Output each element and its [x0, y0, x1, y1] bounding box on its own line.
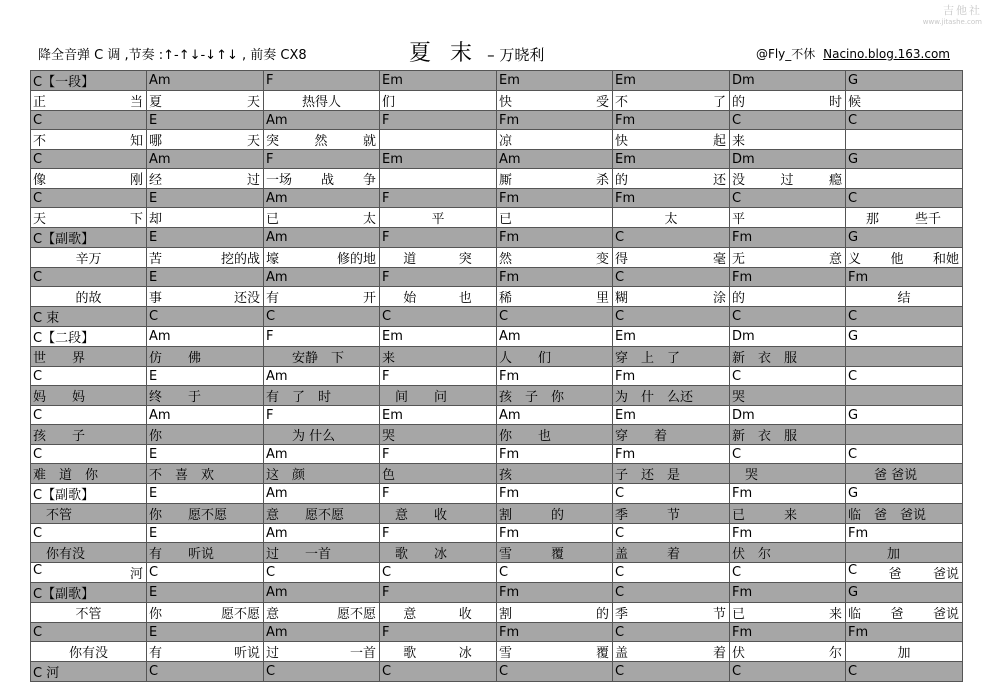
- lyric-cell: C: [846, 445, 963, 464]
- chord-cell: C【副歌】: [31, 228, 147, 248]
- chord-cell: G: [846, 150, 963, 169]
- chord-cell: Fm: [497, 583, 613, 603]
- chord-cell: 穿 着: [613, 425, 730, 445]
- lyric-cell: C: [613, 484, 730, 504]
- author-credit: @Fly_不休: [755, 47, 816, 61]
- chord-row: [31, 307, 963, 327]
- chord-cell: C: [31, 189, 147, 208]
- chord-row: [31, 543, 963, 563]
- lyric-cell: 没 过 瘾: [730, 169, 846, 189]
- chord-cell: [846, 347, 963, 367]
- chord-cell: C: [31, 623, 147, 642]
- lyric-cell: E: [147, 445, 264, 464]
- chord-cell: Fm: [730, 623, 846, 642]
- lyric-cell: 壕 修的地: [264, 248, 380, 268]
- lyric-cell: Dm: [730, 406, 846, 425]
- chord-cell: C: [380, 307, 497, 327]
- credits: [756, 45, 950, 62]
- lyric-cell: C: [264, 563, 380, 583]
- lyric-cell: E: [147, 524, 264, 543]
- lyric-cell: [380, 130, 497, 150]
- lyric-cell: 割 的: [497, 603, 613, 623]
- lyric-cell: C: [31, 445, 147, 464]
- chord-cell: Fm: [613, 111, 730, 130]
- chord-cell: Am: [264, 583, 380, 603]
- lyric-cell: G: [846, 484, 963, 504]
- lyric-cell: Fm: [497, 367, 613, 386]
- lyric-cell: 伏 尔: [730, 642, 846, 662]
- chord-cell: Fm: [730, 228, 846, 248]
- chord-cell: Dm: [730, 71, 846, 91]
- lyric-cell: 苦 挖的战: [147, 248, 264, 268]
- chord-cell: 季 节: [613, 504, 730, 524]
- chord-cell: 人 们: [497, 347, 613, 367]
- lyric-row: [31, 367, 963, 386]
- lyric-cell: Am: [264, 445, 380, 464]
- chord-cell: C: [147, 307, 264, 327]
- chord-cell: Dm: [730, 150, 846, 169]
- chord-row: [31, 425, 963, 445]
- chord-cell: C: [380, 662, 497, 682]
- chord-cell: C: [147, 662, 264, 682]
- lyric-cell: F: [264, 406, 380, 425]
- chord-cell: G: [846, 228, 963, 248]
- chord-row: [31, 268, 963, 287]
- chord-cell: 雪 覆: [497, 543, 613, 563]
- lyric-cell: 快 受: [497, 91, 613, 111]
- lyric-cell: Am: [147, 406, 264, 425]
- lyric-row: [31, 563, 963, 583]
- chord-cell: 来: [380, 347, 497, 367]
- lyric-cell: C: [380, 563, 497, 583]
- chord-cell: 不 喜 欢: [147, 464, 264, 484]
- lyric-cell: C: [730, 445, 846, 464]
- chord-cell: C: [730, 189, 846, 208]
- lyric-cell: 季 节: [613, 603, 730, 623]
- chord-cell: G: [846, 71, 963, 91]
- chord-cell: 哭: [380, 425, 497, 445]
- chord-cell: F: [380, 228, 497, 248]
- chord-cell: F: [264, 150, 380, 169]
- chord-row: [31, 111, 963, 130]
- chord-cell: 这 颜: [264, 464, 380, 484]
- chord-cell: Em: [380, 150, 497, 169]
- sheet-header: [0, 36, 990, 66]
- lyric-cell: 辛万: [31, 248, 147, 268]
- chord-cell: 伏 尔: [730, 543, 846, 563]
- chord-cell: Fm: [497, 189, 613, 208]
- lyric-cell: 道 突: [380, 248, 497, 268]
- lyric-cell: 糊 涂: [613, 287, 730, 307]
- lyric-cell: C: [147, 563, 264, 583]
- lyric-cell: 无 意: [730, 248, 846, 268]
- chord-cell: 意 收: [380, 504, 497, 524]
- chord-cell: F: [264, 71, 380, 91]
- lyric-cell: 夏 天: [147, 91, 264, 111]
- lyric-cell: E: [147, 484, 264, 504]
- chord-cell: 终 于: [147, 386, 264, 406]
- chord-cell: 孩: [497, 464, 613, 484]
- lyric-cell: 热得人: [264, 91, 380, 111]
- chord-cell: C: [31, 111, 147, 130]
- chord-cell: 爸 爸说: [846, 464, 963, 484]
- chord-cell: F: [380, 111, 497, 130]
- chord-cell: 临 爸 爸说: [846, 504, 963, 524]
- chord-cell: 割 的: [497, 504, 613, 524]
- chord-row: [31, 71, 963, 91]
- chord-cell: Fm: [497, 268, 613, 287]
- lyric-cell: G: [846, 327, 963, 347]
- chord-cell: 你 愿不愿: [147, 504, 264, 524]
- chord-cell: 你 也: [497, 425, 613, 445]
- lyric-cell: 加: [846, 642, 963, 662]
- lyric-cell: Am: [147, 327, 264, 347]
- lyric-cell: 歌 冰: [380, 642, 497, 662]
- lyric-row: [31, 130, 963, 150]
- lyric-cell: Am: [264, 484, 380, 504]
- chord-cell: Am: [497, 150, 613, 169]
- lyric-row: [31, 603, 963, 623]
- chord-cell: C: [497, 662, 613, 682]
- chord-row: [31, 583, 963, 603]
- lyric-cell: Am: [264, 367, 380, 386]
- lyric-cell: 候: [846, 91, 963, 111]
- chord-cell: F: [380, 268, 497, 287]
- lyric-cell: F: [380, 524, 497, 543]
- lyric-cell: 来: [730, 130, 846, 150]
- chord-cell: 为 什 么还: [613, 386, 730, 406]
- lyric-cell: 快 起: [613, 130, 730, 150]
- lyric-cell: C: [497, 563, 613, 583]
- lyric-row: [31, 208, 963, 228]
- lyric-cell: 们: [380, 91, 497, 111]
- chord-cell: 仿 佛: [147, 347, 264, 367]
- chord-cell: Am: [147, 71, 264, 91]
- lyric-cell: Dm: [730, 327, 846, 347]
- chord-cell: Em: [497, 71, 613, 91]
- chord-cell: C: [613, 307, 730, 327]
- chord-cell: 难 道 你: [31, 464, 147, 484]
- lyric-cell: [380, 169, 497, 189]
- lyric-cell: [846, 169, 963, 189]
- chord-cell: F: [380, 583, 497, 603]
- chord-cell: 间 问: [380, 386, 497, 406]
- chord-cell: 安静 下: [264, 347, 380, 367]
- lyric-cell: 突 然 就: [264, 130, 380, 150]
- lyric-cell: Em: [613, 406, 730, 425]
- lyric-cell: 天 下: [31, 208, 147, 228]
- lyric-cell: 盖 着: [613, 642, 730, 662]
- chord-row: [31, 189, 963, 208]
- lyric-cell: Am: [497, 327, 613, 347]
- chord-cell: 世 界: [31, 347, 147, 367]
- lyric-cell: 已 太: [264, 208, 380, 228]
- lyric-cell: 有 开: [264, 287, 380, 307]
- lyric-cell: F: [380, 484, 497, 504]
- lyric-cell: 平: [380, 208, 497, 228]
- chord-cell: Fm: [730, 583, 846, 603]
- lyric-row: [31, 642, 963, 662]
- chord-cell: E: [147, 189, 264, 208]
- chord-cell: Fm: [730, 268, 846, 287]
- chord-cell: Fm: [497, 623, 613, 642]
- lyric-cell: Fm: [846, 524, 963, 543]
- chord-cell: 有 听说: [147, 543, 264, 563]
- lyric-cell: 的故: [31, 287, 147, 307]
- chord-cell: C: [31, 150, 147, 169]
- lyric-cell: 你有没: [31, 642, 147, 662]
- lyric-cell: 过 一首: [264, 642, 380, 662]
- lyric-cell: [846, 130, 963, 150]
- lyric-cell: 你 愿不愿: [147, 603, 264, 623]
- watermark-site: 吉他社: [943, 4, 982, 17]
- chord-cell: E: [147, 268, 264, 287]
- chord-cell: C: [264, 662, 380, 682]
- lyric-cell: 却: [147, 208, 264, 228]
- chord-cell: E: [147, 228, 264, 248]
- chord-cell: 不管: [31, 504, 147, 524]
- chord-cell: 新 衣 服: [730, 425, 846, 445]
- lyric-cell: C: [613, 563, 730, 583]
- chord-cell: 穿 上 了: [613, 347, 730, 367]
- chord-cell: Fm: [497, 111, 613, 130]
- chord-cell: C: [613, 662, 730, 682]
- lyric-cell: 有 听说: [147, 642, 264, 662]
- chord-cell: Am: [264, 623, 380, 642]
- chord-cell: 盖 着: [613, 543, 730, 563]
- lyric-cell: C 爸 爸说: [846, 563, 963, 583]
- lyric-cell: F: [380, 445, 497, 464]
- lyric-cell: 不 知: [31, 130, 147, 150]
- chord-cell: C: [846, 111, 963, 130]
- chord-cell: E: [147, 111, 264, 130]
- lyric-cell: 意 愿不愿: [264, 603, 380, 623]
- artist-name: – 万晓利: [487, 46, 545, 64]
- title-block: [409, 36, 544, 67]
- lyric-cell: C: [846, 367, 963, 386]
- chord-cell: C: [846, 662, 963, 682]
- key-rhythm-info: 降全音弹 C 调 ,节奏 :↑-↑↓-↓↑↓ , 前奏 CX8: [38, 48, 307, 63]
- chord-cell: C: [613, 268, 730, 287]
- lyric-row: [31, 91, 963, 111]
- chord-cell: Fm: [846, 623, 963, 642]
- chord-cell: 你有没: [31, 543, 147, 563]
- lyric-cell: G: [846, 406, 963, 425]
- lyric-cell: Am: [264, 524, 380, 543]
- chord-cell: C 束: [31, 307, 147, 327]
- chord-cell: Am: [264, 228, 380, 248]
- chord-row: [31, 347, 963, 367]
- lyric-cell: Fm: [497, 524, 613, 543]
- lyric-cell: 的: [730, 287, 846, 307]
- lyric-cell: 结: [846, 287, 963, 307]
- chord-row: [31, 228, 963, 248]
- chord-cell: 妈 妈: [31, 386, 147, 406]
- chord-cell: C【副歌】: [31, 583, 147, 603]
- lyric-cell: C【副歌】: [31, 484, 147, 504]
- lyric-cell: 那 些千: [846, 208, 963, 228]
- chord-cell: Fm: [846, 268, 963, 287]
- lyric-row: [31, 406, 963, 425]
- chord-cell: C: [730, 111, 846, 130]
- chord-cell: 哭: [730, 386, 846, 406]
- song-title: 夏 末: [409, 41, 478, 66]
- chord-row: [31, 623, 963, 642]
- lyric-row: [31, 287, 963, 307]
- lyric-cell: 稀 里: [497, 287, 613, 307]
- lyric-row: [31, 248, 963, 268]
- chord-cell: Am: [264, 111, 380, 130]
- lyric-cell: 始 也: [380, 287, 497, 307]
- lyric-cell: Fm: [613, 367, 730, 386]
- lyric-row: [31, 327, 963, 347]
- chord-cell: 有 了 时: [264, 386, 380, 406]
- lyric-cell: C: [31, 406, 147, 425]
- lyric-cell: 一场 战 争: [264, 169, 380, 189]
- chord-cell: 孩 子: [31, 425, 147, 445]
- chord-row: [31, 504, 963, 524]
- lyric-cell: 然 变: [497, 248, 613, 268]
- lyric-cell: Em: [380, 406, 497, 425]
- lyric-cell: Fm: [730, 524, 846, 543]
- chord-cell: Fm: [613, 189, 730, 208]
- chord-cell: [846, 425, 963, 445]
- sheet-body: [31, 71, 963, 682]
- chord-cell: C: [31, 268, 147, 287]
- chord-row: [31, 150, 963, 169]
- chord-cell: G: [846, 583, 963, 603]
- chord-cell: C: [846, 189, 963, 208]
- lyric-row: [31, 445, 963, 464]
- chord-cell: 已 来: [730, 504, 846, 524]
- chord-cell: E: [147, 583, 264, 603]
- chord-cell: 新 衣 服: [730, 347, 846, 367]
- lyric-cell: Fm: [613, 445, 730, 464]
- chord-cell: C: [264, 307, 380, 327]
- chord-cell: C: [846, 307, 963, 327]
- lyric-cell: C: [730, 367, 846, 386]
- watermark: [923, 2, 982, 26]
- chord-cell: 歌 冰: [380, 543, 497, 563]
- chord-cell: F: [380, 189, 497, 208]
- lyric-cell: C: [613, 524, 730, 543]
- lyric-cell: Fm: [497, 445, 613, 464]
- lyric-cell: 义 他 和她: [846, 248, 963, 268]
- chord-cell: Em: [613, 71, 730, 91]
- lyric-cell: C 河: [31, 563, 147, 583]
- lyric-cell: C【二段】: [31, 327, 147, 347]
- chord-cell: C: [613, 228, 730, 248]
- lyric-cell: 不管: [31, 603, 147, 623]
- chord-cell: E: [147, 623, 264, 642]
- lyric-cell: Am: [497, 406, 613, 425]
- chord-cell: 孩 子 你: [497, 386, 613, 406]
- lyric-cell: 已: [497, 208, 613, 228]
- lyric-cell: 雪 覆: [497, 642, 613, 662]
- chord-row: [31, 464, 963, 484]
- lyric-cell: 得 毫: [613, 248, 730, 268]
- chord-cell: Em: [380, 71, 497, 91]
- chord-cell: C: [730, 307, 846, 327]
- chord-sheet-table: [30, 70, 963, 682]
- lyric-cell: 平: [730, 208, 846, 228]
- chord-cell: C 河: [31, 662, 147, 682]
- lyric-cell: 凉: [497, 130, 613, 150]
- lyric-cell: 正 当: [31, 91, 147, 111]
- chord-cell: F: [380, 623, 497, 642]
- chord-cell: 过 一首: [264, 543, 380, 563]
- lyric-cell: 不 了: [613, 91, 730, 111]
- chord-cell: 意 愿不愿: [264, 504, 380, 524]
- chord-cell: Am: [264, 268, 380, 287]
- lyric-row: [31, 524, 963, 543]
- lyric-cell: C: [31, 367, 147, 386]
- lyric-row: [31, 484, 963, 504]
- chord-row: [31, 386, 963, 406]
- lyric-cell: Fm: [730, 484, 846, 504]
- chord-cell: 你: [147, 425, 264, 445]
- chord-cell: [846, 386, 963, 406]
- chord-cell: C: [730, 662, 846, 682]
- lyric-cell: C: [31, 524, 147, 543]
- chord-cell: 为 什么: [264, 425, 380, 445]
- lyric-cell: C: [730, 563, 846, 583]
- lyric-cell: Em: [613, 327, 730, 347]
- chord-row: [31, 662, 963, 682]
- chord-cell: 子 还 是: [613, 464, 730, 484]
- lyric-cell: 的 还: [613, 169, 730, 189]
- lyric-cell: 太: [613, 208, 730, 228]
- chord-cell: 哭: [730, 464, 846, 484]
- chord-cell: 色: [380, 464, 497, 484]
- lyric-cell: 经 过: [147, 169, 264, 189]
- chord-cell: C: [613, 583, 730, 603]
- lyric-cell: Fm: [497, 484, 613, 504]
- blog-link[interactable]: Nacino.blog.163.com: [823, 47, 950, 61]
- chord-cell: Am: [147, 150, 264, 169]
- chord-cell: C【一段】: [31, 71, 147, 91]
- chord-cell: C: [613, 623, 730, 642]
- lyric-cell: 厮 杀: [497, 169, 613, 189]
- lyric-cell: 临 爸 爸说: [846, 603, 963, 623]
- chord-cell: 加: [846, 543, 963, 563]
- chord-cell: C: [497, 307, 613, 327]
- lyric-cell: E: [147, 367, 264, 386]
- chord-cell: Am: [264, 189, 380, 208]
- lyric-cell: 像 刚: [31, 169, 147, 189]
- lyric-row: [31, 169, 963, 189]
- lyric-cell: F: [380, 367, 497, 386]
- lyric-cell: 事 还没: [147, 287, 264, 307]
- watermark-url: www.jitashe.com: [922, 18, 982, 26]
- chord-cell: Em: [613, 150, 730, 169]
- lyric-cell: 已 来: [730, 603, 846, 623]
- lyric-cell: Em: [380, 327, 497, 347]
- lyric-cell: 意 收: [380, 603, 497, 623]
- lyric-cell: 哪 天: [147, 130, 264, 150]
- lyric-cell: F: [264, 327, 380, 347]
- lyric-cell: 的 时: [730, 91, 846, 111]
- chord-cell: Fm: [497, 228, 613, 248]
